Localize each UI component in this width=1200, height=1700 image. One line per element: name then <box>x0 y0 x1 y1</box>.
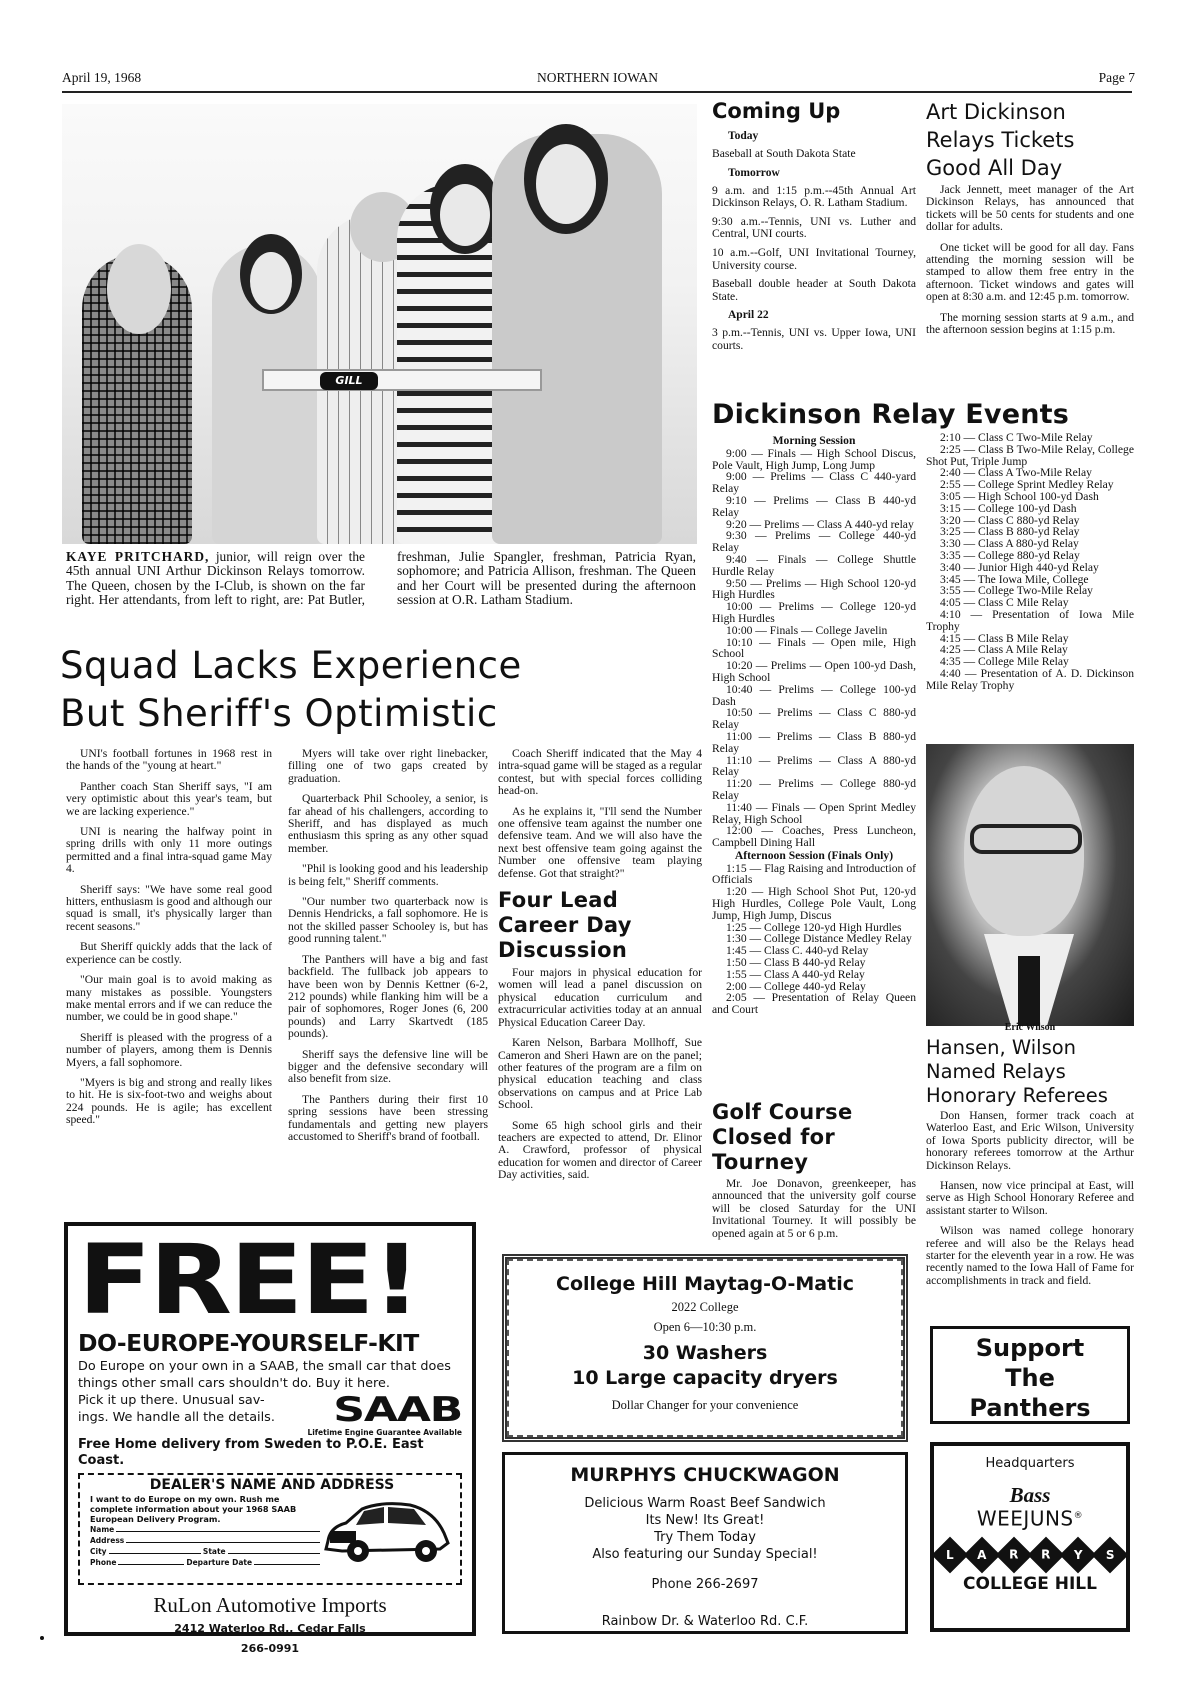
relay-events-headline: Dickinson Relay Events <box>712 399 1070 430</box>
murphys-advertisement <box>502 1452 908 1634</box>
support-line: Support <box>975 1334 1085 1362</box>
saab-logo: SAAB <box>333 1390 462 1430</box>
paragraph: Quarterback Phil Schooley, a senior, is far ahead of his challengers, according to Sheriff, and has displayed as much enthusiasm this spring as any other squad member. <box>288 792 488 855</box>
session-label: Afternoon Session (Finals Only) <box>734 848 894 862</box>
maytag-hours: Open 6—10:30 p.m. <box>653 1320 757 1334</box>
schedule-item: 1:25 — College 120-yd High Hurdles <box>726 920 902 934</box>
paragraph: Wilson was named college honorary referee and will also be the Relays head starter for the eleventh year in a row. He was recently named to the Iowa Hall of Fame for accomplishments in track and field. <box>926 1224 1134 1287</box>
paragraph: UNI is nearing the halfway point in spring drills with only 11 more outings permitted and a final intra-squad game May 4. <box>66 825 272 876</box>
schedule-item: 4:10 — Presentation of Iowa Mile Trophy <box>926 607 1134 633</box>
paragraph: Sheriff is pleased with the progress of a number of players, among them is Dennis Myers, a fall sophomore. <box>66 1030 272 1069</box>
paragraph: Karen Nelson, Barbara Mollhoff, Sue Cameron and Sheri Hawn are on the panel; other features of the program are a film on physical education teaching and class observations on campus and at Price Lab School. <box>498 1036 702 1112</box>
support-line: Panthers <box>969 1394 1091 1422</box>
paragraph: The Panthers will have a big and fast backfield. The fullback job appears to have been won by Dennis Kettner (6-2, 212 pounds) while flanking him will be a pair of sophomores, Roger Jones (6, 200 pounds) and Larry Skartvedt (185 pounds). <box>288 952 488 1041</box>
photo-caption: Eric Wilson <box>1004 1022 1056 1033</box>
headline-line: Honorary Referees <box>926 1084 1108 1107</box>
schedule-item: 3:25 — Class B 880-yd Relay <box>940 525 1080 539</box>
career-day-headline <box>498 888 702 963</box>
hansen-wilson-article <box>926 1036 1134 1295</box>
paragraph: The morning session starts at 9 a.m., and the afternoon session begins at 1:15 p.m. <box>926 310 1134 337</box>
schedule-item: 3:45 — The Iowa Mile, College <box>940 572 1089 586</box>
golf-headline <box>712 1100 916 1175</box>
page-number: Page 7 <box>1098 70 1135 85</box>
headline-line: Squad Lacks Experience <box>60 644 522 687</box>
squad-column-1 <box>66 748 272 1135</box>
coupon-request: I want to do Europe on my own. Rush me complete information about your 1968 SAAB European Delivery Program. <box>90 1494 297 1524</box>
schedule-item: 3:05 — High School 100-yd Dash <box>940 489 1099 503</box>
murphys-copy <box>515 1495 895 1563</box>
event-item: 9:30 a.m.--Tennis, UNI vs. Luther and Central, UNI courts. <box>712 214 916 241</box>
attendant-head <box>107 244 171 334</box>
city-state-field[interactable] <box>90 1546 320 1557</box>
field-label: Name <box>90 1525 115 1534</box>
schedule-item: 2:05 — Presentation of Relay Queen and Court <box>712 991 916 1017</box>
schedule-item: 3:40 — Junior High 440-yd Relay <box>940 560 1099 574</box>
coming-up-box <box>712 98 916 359</box>
caption-text: junior, will reign over the 45th annual UNI Arthur Dickinson Relays tomorrow. The Queen, chosen by the I-Club, is shown on the far right. Her attendants, from left to right, are: Pat Butler, freshman, Julie Spangler, freshman, Patricia Ryan, sophomore; and Patricia Allison, freshman. The Queen and her Court will be presented during the afternoon session at O.R. Latham Stadium. <box>66 549 696 608</box>
paragraph: Sheriff says: "We have some real good hitters, enthusiasm is good and although our squad is small, it's physically larger than recent seasons." <box>66 882 272 933</box>
field-label: City <box>90 1547 107 1556</box>
college-hill-label: COLLEGE HILL <box>963 1573 1097 1594</box>
schedule-item: 9:00 — Finals — High School Discus, Pole Vault, High Jump, Long Jump <box>712 446 916 472</box>
schedule-item: 3:35 — College 880-yd Relay <box>940 548 1080 562</box>
schedule-item: 10:10 — Finals — Open mile, High School <box>712 635 916 661</box>
schedule-item: 3:30 — Class A 880-yd Relay <box>940 537 1079 551</box>
schedule-item: 9:40 — Finals — College Shuttle Hurdle Relay <box>712 552 916 578</box>
schedule-item: 10:00 — Prelims — College 120-yd High Hurdles <box>712 600 916 625</box>
squad-column-3 <box>498 748 702 1190</box>
dealer-address: 2412 Waterloo Rd., Cedar Falls <box>174 1622 366 1635</box>
field-line <box>118 1557 184 1565</box>
relay-queen-photo <box>62 104 697 544</box>
weejuns-text: WEEJUNS <box>976 1506 1074 1531</box>
schedule-item: 3:55 — College Two-Mile Relay <box>940 584 1093 598</box>
tie <box>1018 956 1040 1026</box>
logo-letter: A <box>977 1547 987 1562</box>
saab-copy <box>78 1358 462 1430</box>
track-hurdle <box>262 369 542 391</box>
dealer-phone: 266-0991 <box>240 1642 300 1655</box>
copy-text: Pick it up there. Unusual sav- <box>78 1393 265 1408</box>
maytag-washers: 30 Washers <box>642 1342 768 1364</box>
paragraph: Mr. Joe Donavon, greenkeeper, has announced that the university golf course will be closed Saturday for the UNI Invitational Tourney. It will possibly be opened again at 5 or 6 p.m. <box>712 1177 916 1240</box>
paragraph: Panther coach Stan Sheriff says, "I am very optimistic about this year's team, but we are lacking experience." <box>66 779 272 818</box>
guarantee-text: Lifetime Engine Guarantee Available <box>307 1428 462 1437</box>
larrys-advertisement <box>930 1442 1130 1632</box>
queen-face <box>536 144 596 224</box>
mail-coupon <box>78 1473 462 1585</box>
paragraph: "Myers is big and strong and really likes to hit. He is six-foot-two and weighs about 224 pounds. He is agile; has excellent speed." <box>66 1075 272 1127</box>
saab-car-icon <box>322 1497 452 1567</box>
maytag-name: College Hill Maytag-O-Matic <box>556 1273 854 1295</box>
paragraph: UNI's football fortunes in 1968 rest in the hands of the "young at heart." <box>66 747 272 773</box>
squad-headline <box>60 642 700 738</box>
schedule-item: 4:35 — College Mile Relay <box>940 655 1069 669</box>
logo-letter: R <box>1041 1547 1051 1562</box>
newspaper-name: NORTHERN IOWAN <box>536 70 659 85</box>
schedule-item: 9:50 — Prelims — High School 120-yd High Hurdles <box>712 576 916 602</box>
paragraph: Don Hansen, former track coach at Waterloo East, and Eric Wilson, University of Iowa Sports publicity director, will be honorary referees tomorrow at the Arthur Dickinson Relays. <box>926 1109 1134 1172</box>
relay-schedule-column-2 <box>926 432 1134 692</box>
headline-line: Tourney <box>712 1150 809 1174</box>
paragraph: Sheriff says the defensive line will be bigger and the defensive secondary will also benefit from size. <box>288 1047 488 1086</box>
murphys-name: MURPHYS CHUCKWAGON <box>570 1464 840 1486</box>
name-field[interactable] <box>90 1524 320 1535</box>
event-item: 10 a.m.--Golf, UNI Invitational Tourney, University course. <box>712 245 916 272</box>
larrys-logo <box>934 1542 1126 1568</box>
photo-caption <box>66 550 696 608</box>
field-line <box>109 1546 201 1554</box>
paragraph: As he explains it, "I'll send the Number one offensive team against the number one defensive team. And we will also have the next best offensive team going against the Number one offensive team playing defense. Got that straight?" <box>498 804 702 880</box>
schedule-item: 1:50 — Class B 440-yd Relay <box>726 956 866 970</box>
headline-line: Named Relays <box>926 1060 1066 1083</box>
schedule-item: 3:15 — College 100-yd Dash <box>940 501 1077 515</box>
schedule-item: 4:40 — Presentation of A. D. Dickinson Mile Relay Trophy <box>926 666 1134 692</box>
schedule-item: 10:40 — Prelims — College 100-yd Dash <box>712 682 916 708</box>
event-item: 3 p.m.--Tennis, UNI vs. Upper Iowa, UNI courts. <box>712 326 916 352</box>
weejuns-brand <box>934 1505 1126 1530</box>
schedule-item: 11:10 — Prelims — Class A 880-yd Relay <box>712 753 916 779</box>
day-label: April 22 <box>728 309 769 322</box>
delivery-text: Free Home delivery from Sweden to P.O.E. East Coast. <box>78 1437 424 1468</box>
maytag-changer: Dollar Changer for your convenience <box>611 1398 799 1412</box>
free-headline: FREE! <box>78 1224 419 1336</box>
logo-letter: L <box>946 1547 954 1562</box>
schedule-item: 2:10 — Class C Two-Mile Relay <box>940 431 1093 444</box>
bass-brand: Bass <box>1009 1483 1051 1507</box>
masthead-rule <box>62 91 1132 93</box>
coupon-title: DEALER'S NAME AND ADDRESS <box>149 1477 395 1493</box>
headline-line: Hansen, Wilson <box>926 1036 1077 1059</box>
headquarters-label: Headquarters <box>985 1456 1075 1471</box>
logo-letter: S <box>1105 1547 1115 1562</box>
murphys-address: Rainbow Dr. & Waterloo Rd. C.F. <box>601 1614 809 1629</box>
logo-diamond <box>1092 1536 1129 1573</box>
event-item: Baseball at South Dakota State <box>712 147 856 160</box>
coming-up-title: Coming Up <box>712 99 841 123</box>
copy-line: Also featuring our Sunday Special! <box>592 1547 818 1562</box>
headline-line: But Sheriff's Optimistic <box>60 692 498 735</box>
copy-text: ings. We handle all the details. <box>78 1410 275 1425</box>
maytag-address: 2022 College <box>671 1300 739 1314</box>
copy-line: Its New! Its Great! <box>645 1513 765 1528</box>
logo-letter: Y <box>1073 1547 1083 1562</box>
headline-line: Career Day <box>498 913 632 938</box>
session-label: Morning Session <box>772 434 856 447</box>
schedule-item: 2:40 — Class A Two-Mile Relay <box>940 466 1092 480</box>
headline-line: Closed for <box>712 1125 836 1149</box>
paragraph: Hansen, now vice principal at East, will serve as High School Honorary Referee and assistant starter to Wilson. <box>926 1179 1134 1217</box>
schedule-item: 11:40 — Finals — Open Sprint Medley Relay, High School <box>712 800 916 826</box>
squad-column-2 <box>288 748 488 1151</box>
paragraph: "Our main goal is to avoid making as many mistakes as possible. Youngsters make mental errors and if we can reduce the number, we could be in good shape." <box>66 973 272 1024</box>
paragraph: But Sheriff quickly adds that the lack of experience can be costly. <box>66 940 272 966</box>
schedule-item: 10:50 — Prelims — Class C 880-yd Relay <box>712 706 916 732</box>
caption-lead: KAYE PRITCHARD, <box>66 549 210 564</box>
maytag-advertisement <box>502 1254 908 1442</box>
copy-line: Try Them Today <box>654 1530 756 1545</box>
schedule-item: 10:20 — Prelims — Open 100-yd Dash, High School <box>712 659 916 684</box>
schedule-item: 9:20 — Prelims — Class A 440-yd relay <box>726 517 914 531</box>
glasses <box>970 824 1082 854</box>
headline-line: Art Dickinson <box>926 100 1066 124</box>
schedule-item: 1:45 — Class C. 440-yd Relay <box>726 944 869 958</box>
support-panthers-ad <box>930 1326 1130 1424</box>
attendant-face <box>440 184 490 246</box>
schedule-item: 9:30 — Prelims — College 440-yd Relay <box>712 529 916 555</box>
schedule-item: 1:15 — Flag Raising and Introduction of Officials <box>712 861 916 887</box>
field-label: Departure Date <box>186 1558 253 1567</box>
address-field[interactable] <box>90 1535 320 1546</box>
issue-date: April 19, 1968 <box>62 70 142 85</box>
headline-line: Four Lead <box>498 888 619 913</box>
headline-line: Relays Tickets <box>926 128 1075 152</box>
schedule-item: 4:05 — Class C Mile Relay <box>940 596 1069 610</box>
phone-departure-field[interactable] <box>90 1557 320 1568</box>
dealer-name: RuLon Automotive Imports <box>153 1593 387 1617</box>
paragraph: Myers will take over right linebacker, filling one of two gaps created by graduation. <box>288 747 488 785</box>
schedule-item: 2:55 — College Sprint Medley Relay <box>940 478 1114 492</box>
field-line <box>126 1535 320 1543</box>
schedule-item: 11:00 — Prelims — Class B 880-yd Relay <box>712 729 916 755</box>
saab-advertisement <box>64 1222 476 1655</box>
schedule-item: 3:20 — Class C 880-yd Relay <box>940 513 1080 527</box>
headline-line: Good All Day <box>926 156 1063 180</box>
logo-letter: R <box>1009 1547 1019 1562</box>
hansen-headline <box>926 1036 1134 1108</box>
field-line <box>116 1524 320 1532</box>
field-label: Address <box>90 1536 125 1545</box>
paragraph: Jack Jennett, meet manager of the Art Dickinson Relays, has announced that tickets will be 50 cents for students and one dollar for adults. <box>926 183 1134 234</box>
paragraph: Some 65 high school girls and their teachers are expected to attend, Dr. Elinor A. Crawford, professor of physical education for women and director of Career Day activities, said. <box>498 1118 702 1182</box>
paragraph: "Our number two quarterback now is Dennis Hendricks, a fall sophomore. He is not the skilled passer Schooley is, but has good running talent." <box>288 895 488 946</box>
support-line: The <box>1005 1364 1055 1392</box>
murphys-phone: Phone 266-2697 <box>651 1577 759 1592</box>
copy-line: Delicious Warm Roast Beef Sandwich <box>584 1496 826 1511</box>
schedule-item: 4:25 — Class A Mile Relay <box>940 643 1068 657</box>
tickets-headline <box>926 98 1134 182</box>
schedule-item: 2:25 — Class B Two-Mile Relay, College Shot Put, Triple Jump <box>926 442 1134 468</box>
eric-wilson-photo <box>926 744 1134 1026</box>
masthead <box>60 66 1135 90</box>
schedule-item: 9:10 — Prelims — Class B 440-yd Relay <box>712 493 916 519</box>
schedule-item: 12:00 — Coaches, Press Luncheon, Campbell Dining Hall <box>712 824 916 850</box>
paragraph: Four majors in physical education for women will lead a panel discussion on physical education curriculum and extracurricular activities today at an annual Physical Education Career Day. <box>498 966 702 1029</box>
headline-line: Golf Course <box>712 1100 853 1124</box>
event-item: Baseball double header at South Dakota State. <box>712 277 916 303</box>
field-line <box>254 1557 320 1565</box>
field-line <box>228 1546 320 1554</box>
golf-article <box>712 1100 916 1248</box>
paragraph: "Phil is looking good and his leadership is being felt," Sheriff comments. <box>288 862 488 888</box>
paragraph: Coach Sheriff indicated that the May 4 intra-squad game will be staged as a regular contest, but with special forces colliding head-on. <box>498 747 702 798</box>
schedule-item: 10:00 — Finals — College Javelin <box>726 623 888 637</box>
field-label: Phone <box>90 1558 117 1567</box>
schedule-item: 1:20 — High School Shot Put, 120-yd High Hurdles, College Pole Vault, Long Jump, High Jump, Discus <box>712 885 916 922</box>
schedule-item: 2:00 — College 440-yd Relay <box>726 979 866 993</box>
kit-headline: DO-EUROPE-YOURSELF-KIT <box>78 1329 419 1357</box>
field-label: State <box>202 1547 226 1556</box>
headline-line: Discussion <box>498 938 628 963</box>
paragraph: The Panthers during their first 10 spring sessions have been stressing fundamentals and getting new players accustomed to Sheriff's brand of football. <box>288 1092 488 1143</box>
event-item: 9 a.m. and 1:15 p.m.--45th Annual Art Dickinson Relays, O. R. Latham Stadium. <box>712 183 916 210</box>
schedule-item: 4:15 — Class B Mile Relay <box>940 631 1069 645</box>
attendant-face <box>250 252 292 310</box>
registered-mark: ® <box>1073 1511 1084 1521</box>
hurdle-logo: GILL <box>320 372 378 390</box>
copy-text: Do Europe on your own in a SAAB, the small car that does things other small cars shouldn't do. Buy it here. <box>78 1359 451 1391</box>
day-label: Tomorrow <box>728 166 780 179</box>
schedule-item: 11:20 — Prelims — College 880-yd Relay <box>712 777 916 802</box>
relay-schedule-column-1 <box>712 434 916 1016</box>
print-speck <box>40 1636 44 1640</box>
day-label: Today <box>728 130 759 142</box>
maytag-dryers: 10 Large capacity dryers <box>572 1367 838 1389</box>
schedule-item: 9:00 — Prelims — Class C 440-yard Relay <box>712 470 916 496</box>
schedule-item: 1:55 — Class A 440-yd Relay <box>726 967 865 981</box>
tickets-article <box>926 98 1134 344</box>
paragraph: One ticket will be good for all day. Fans attending the morning session will be stamped to allow them free entry in the afternoon. Ticket windows and gates will open at 8:30 a.m. and 12:45 p.m. tomorrow. <box>926 240 1134 304</box>
schedule-item: 1:30 — College Distance Medley Relay <box>726 932 912 946</box>
